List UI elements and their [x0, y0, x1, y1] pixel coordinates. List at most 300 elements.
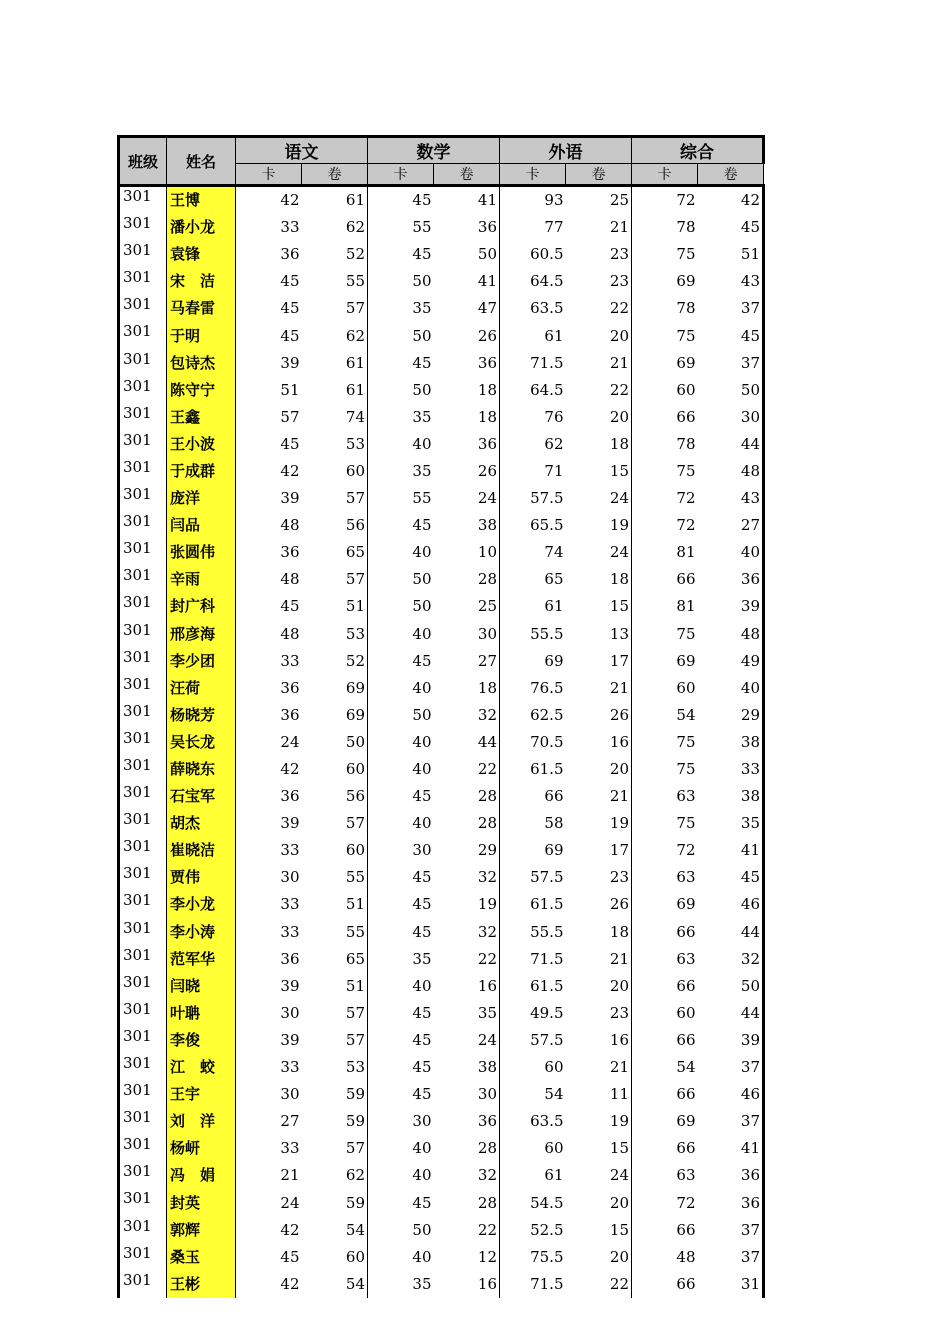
foreign-card-cell: 71.5 — [530, 1274, 564, 1293]
foreign-paper-cell: 16 — [566, 1027, 632, 1054]
math-card-cell: 35 — [412, 1274, 432, 1293]
table-row — [119, 1054, 764, 1081]
math-card-cell: 45 — [412, 1058, 432, 1077]
subject-header-math: 数学 — [368, 137, 500, 164]
table-row — [119, 973, 764, 1000]
comprehensive-card-cell: 63 — [676, 868, 696, 887]
table-row — [119, 1135, 764, 1162]
chinese-paper-cell: 57 — [302, 295, 368, 322]
chinese-card-cell: 36 — [280, 787, 300, 806]
foreign-paper-cell: 22 — [566, 295, 632, 322]
foreign-card-cell: 57.5 — [530, 868, 564, 887]
comprehensive-card-cell: 69 — [676, 353, 696, 372]
chinese-card-cell: 39 — [280, 814, 300, 833]
chinese-card-cell: 27 — [280, 1112, 300, 1131]
comprehensive-card-cell: 69 — [676, 1112, 696, 1131]
math-paper-cell: 24 — [434, 485, 500, 512]
math-card-cell: 45 — [412, 922, 432, 941]
comprehensive-card-cell: 72 — [676, 516, 696, 535]
comprehensive-paper-cell: 36 — [698, 566, 764, 593]
foreign-paper-cell: 23 — [566, 864, 632, 891]
math-paper-cell: 12 — [434, 1244, 500, 1271]
math-paper-cell: 50 — [434, 241, 500, 268]
math-paper-cell: 22 — [434, 756, 500, 783]
comprehensive-card-cell: 75 — [676, 814, 696, 833]
comprehensive-paper-cell: 29 — [698, 702, 764, 729]
name-cell: 崔晓洁 — [167, 837, 236, 864]
comprehensive-card-cell: 78 — [676, 299, 696, 318]
chinese-paper-cell: 56 — [302, 783, 368, 810]
table-row — [119, 810, 764, 837]
table-row — [119, 593, 764, 620]
sub-header-paper: 卷 — [698, 164, 764, 186]
class-cell: 301 — [119, 268, 167, 295]
comprehensive-paper-cell: 37 — [698, 350, 764, 377]
foreign-card-cell: 71 — [544, 461, 564, 480]
foreign-paper-cell: 17 — [566, 648, 632, 675]
foreign-paper-cell: 23 — [566, 241, 632, 268]
chinese-card-cell: 33 — [280, 651, 300, 670]
chinese-paper-cell: 55 — [302, 268, 368, 295]
name-cell: 杨岍 — [167, 1135, 236, 1162]
comprehensive-paper-cell: 45 — [698, 322, 764, 349]
table-row — [119, 1271, 764, 1298]
math-card-cell: 45 — [412, 1030, 432, 1049]
class-cell: 301 — [119, 377, 167, 404]
comprehensive-paper-cell: 30 — [698, 404, 764, 431]
chinese-card-cell: 36 — [280, 705, 300, 724]
class-cell: 301 — [119, 783, 167, 810]
sub-header-card: 卡 — [500, 164, 566, 186]
math-card-cell: 30 — [412, 841, 432, 860]
chinese-card-cell: 48 — [280, 570, 300, 589]
chinese-paper-cell: 62 — [302, 322, 368, 349]
math-card-cell: 40 — [412, 1166, 432, 1185]
math-card-cell: 40 — [412, 760, 432, 779]
math-paper-cell: 28 — [434, 1135, 500, 1162]
math-paper-cell: 16 — [434, 973, 500, 1000]
comprehensive-paper-cell: 44 — [698, 1000, 764, 1027]
math-card-cell: 45 — [412, 191, 432, 210]
foreign-card-cell: 61.5 — [530, 976, 564, 995]
comprehensive-card-cell: 60 — [676, 1003, 696, 1022]
comprehensive-card-cell: 72 — [676, 191, 696, 210]
chinese-card-cell: 51 — [280, 380, 300, 399]
foreign-card-cell: 55.5 — [530, 624, 564, 643]
math-paper-cell: 36 — [434, 214, 500, 241]
class-cell: 301 — [119, 593, 167, 620]
chinese-card-cell: 24 — [280, 732, 300, 751]
chinese-paper-cell: 59 — [302, 1108, 368, 1135]
name-cell: 江 蛟 — [167, 1054, 236, 1081]
math-card-cell: 55 — [412, 489, 432, 508]
chinese-paper-cell: 59 — [302, 1081, 368, 1108]
chinese-paper-cell: 50 — [302, 729, 368, 756]
name-cell: 庞洋 — [167, 485, 236, 512]
subject-header-comprehensive: 综合 — [632, 137, 764, 164]
class-cell: 301 — [119, 756, 167, 783]
name-cell: 袁锋 — [167, 241, 236, 268]
math-card-cell: 45 — [412, 1085, 432, 1104]
table-row — [119, 404, 764, 431]
math-card-cell: 35 — [412, 461, 432, 480]
chinese-card-cell: 39 — [280, 489, 300, 508]
chinese-paper-cell: 65 — [302, 946, 368, 973]
math-paper-cell: 41 — [434, 268, 500, 295]
comprehensive-card-cell: 81 — [676, 597, 696, 616]
name-cell: 闫晓 — [167, 973, 236, 1000]
math-paper-cell: 27 — [434, 648, 500, 675]
class-cell: 301 — [119, 1162, 167, 1189]
chinese-paper-cell: 51 — [302, 973, 368, 1000]
foreign-paper-cell: 26 — [566, 891, 632, 918]
comprehensive-card-cell: 63 — [676, 787, 696, 806]
name-cell: 包诗杰 — [167, 350, 236, 377]
comprehensive-paper-cell: 31 — [698, 1271, 764, 1298]
math-card-cell: 40 — [412, 814, 432, 833]
chinese-paper-cell: 55 — [302, 919, 368, 946]
math-card-cell: 45 — [412, 1193, 432, 1212]
foreign-paper-cell: 20 — [566, 1244, 632, 1271]
chinese-card-cell: 45 — [280, 272, 300, 291]
math-paper-cell: 29 — [434, 837, 500, 864]
math-card-cell: 50 — [412, 326, 432, 345]
class-cell: 301 — [119, 485, 167, 512]
class-cell: 301 — [119, 1271, 167, 1298]
chinese-paper-cell: 61 — [302, 377, 368, 404]
name-cell: 李小龙 — [167, 891, 236, 918]
math-card-cell: 45 — [412, 516, 432, 535]
foreign-card-cell: 71.5 — [530, 949, 564, 968]
comprehensive-card-cell: 69 — [676, 651, 696, 670]
foreign-paper-cell: 16 — [566, 729, 632, 756]
foreign-paper-cell: 22 — [566, 377, 632, 404]
math-paper-cell: 24 — [434, 1027, 500, 1054]
class-cell: 301 — [119, 621, 167, 648]
comprehensive-paper-cell: 46 — [698, 1081, 764, 1108]
comprehensive-card-cell: 69 — [676, 272, 696, 291]
comprehensive-card-cell: 81 — [676, 543, 696, 562]
foreign-card-cell: 60 — [544, 1139, 564, 1158]
math-paper-cell: 32 — [434, 919, 500, 946]
table-row — [119, 1217, 764, 1244]
math-paper-cell: 36 — [434, 1108, 500, 1135]
math-card-cell: 40 — [412, 543, 432, 562]
chinese-paper-cell: 57 — [302, 1027, 368, 1054]
math-paper-cell: 32 — [434, 864, 500, 891]
chinese-card-cell: 42 — [280, 191, 300, 210]
chinese-card-cell: 30 — [280, 1003, 300, 1022]
foreign-card-cell: 64.5 — [530, 272, 564, 291]
class-cell: 301 — [119, 458, 167, 485]
comprehensive-paper-cell: 38 — [698, 783, 764, 810]
chinese-card-cell: 36 — [280, 678, 300, 697]
comprehensive-card-cell: 72 — [676, 841, 696, 860]
chinese-paper-cell: 55 — [302, 864, 368, 891]
class-cell: 301 — [119, 1108, 167, 1135]
foreign-paper-cell: 23 — [566, 268, 632, 295]
chinese-card-cell: 33 — [280, 895, 300, 914]
comprehensive-paper-cell: 32 — [698, 946, 764, 973]
class-header: 班级 — [119, 137, 167, 186]
table-row — [119, 1244, 764, 1271]
foreign-card-cell: 65 — [544, 570, 564, 589]
math-card-cell: 35 — [412, 299, 432, 318]
comprehensive-card-cell: 63 — [676, 949, 696, 968]
chinese-paper-cell: 53 — [302, 621, 368, 648]
table-row — [119, 946, 764, 973]
comprehensive-paper-cell: 49 — [698, 648, 764, 675]
comprehensive-paper-cell: 50 — [698, 377, 764, 404]
class-cell: 301 — [119, 1244, 167, 1271]
foreign-card-cell: 69 — [544, 651, 564, 670]
chinese-card-cell: 36 — [280, 949, 300, 968]
class-cell: 301 — [119, 350, 167, 377]
table-row — [119, 702, 764, 729]
chinese-card-cell: 33 — [280, 1139, 300, 1158]
class-cell: 301 — [119, 702, 167, 729]
math-paper-cell: 28 — [434, 566, 500, 593]
chinese-paper-cell: 74 — [302, 404, 368, 431]
foreign-card-cell: 54.5 — [530, 1193, 564, 1212]
comprehensive-paper-cell: 33 — [698, 756, 764, 783]
foreign-card-cell: 61 — [544, 1166, 564, 1185]
class-cell: 301 — [119, 1217, 167, 1244]
math-paper-cell: 36 — [434, 431, 500, 458]
foreign-paper-cell: 24 — [566, 485, 632, 512]
chinese-paper-cell: 52 — [302, 648, 368, 675]
comprehensive-paper-cell: 37 — [698, 295, 764, 322]
comprehensive-card-cell: 78 — [676, 434, 696, 453]
comprehensive-card-cell: 60 — [676, 380, 696, 399]
name-cell: 于明 — [167, 322, 236, 349]
name-cell: 汪荷 — [167, 675, 236, 702]
name-cell: 辛雨 — [167, 566, 236, 593]
name-cell: 范军华 — [167, 946, 236, 973]
foreign-card-cell: 52.5 — [530, 1220, 564, 1239]
comprehensive-card-cell: 66 — [676, 922, 696, 941]
class-cell: 301 — [119, 648, 167, 675]
class-cell: 301 — [119, 241, 167, 268]
math-card-cell: 45 — [412, 868, 432, 887]
foreign-card-cell: 55.5 — [530, 922, 564, 941]
score-table — [117, 135, 765, 1298]
chinese-card-cell: 48 — [280, 516, 300, 535]
foreign-paper-cell: 19 — [566, 810, 632, 837]
table-row — [119, 512, 764, 539]
chinese-card-cell: 42 — [280, 1274, 300, 1293]
comprehensive-paper-cell: 39 — [698, 593, 764, 620]
foreign-card-cell: 63.5 — [530, 299, 564, 318]
foreign-card-cell: 93 — [544, 191, 564, 210]
comprehensive-card-cell: 66 — [676, 976, 696, 995]
math-card-cell: 45 — [412, 651, 432, 670]
chinese-paper-cell: 69 — [302, 675, 368, 702]
class-cell: 301 — [119, 404, 167, 431]
sub-header-paper: 卷 — [434, 164, 500, 186]
chinese-paper-cell: 51 — [302, 593, 368, 620]
name-cell: 封广科 — [167, 593, 236, 620]
foreign-card-cell: 60 — [544, 1058, 564, 1077]
foreign-card-cell: 69 — [544, 841, 564, 860]
math-paper-cell: 25 — [434, 593, 500, 620]
math-paper-cell: 28 — [434, 783, 500, 810]
foreign-paper-cell: 21 — [566, 675, 632, 702]
chinese-card-cell: 33 — [280, 1058, 300, 1077]
name-header: 姓名 — [167, 137, 236, 186]
comprehensive-paper-cell: 48 — [698, 458, 764, 485]
name-cell: 于成群 — [167, 458, 236, 485]
chinese-card-cell: 33 — [280, 922, 300, 941]
math-card-cell: 45 — [412, 895, 432, 914]
comprehensive-card-cell: 66 — [676, 570, 696, 589]
class-cell: 301 — [119, 1054, 167, 1081]
foreign-card-cell: 70.5 — [530, 732, 564, 751]
foreign-paper-cell: 20 — [566, 973, 632, 1000]
comprehensive-card-cell: 66 — [676, 1085, 696, 1104]
chinese-paper-cell: 60 — [302, 756, 368, 783]
chinese-paper-cell: 53 — [302, 1054, 368, 1081]
name-cell: 潘小龙 — [167, 214, 236, 241]
table-row — [119, 1081, 764, 1108]
name-cell: 邢彦海 — [167, 621, 236, 648]
comprehensive-paper-cell: 43 — [698, 268, 764, 295]
chinese-card-cell: 57 — [280, 407, 300, 426]
table-row — [119, 295, 764, 322]
foreign-paper-cell: 15 — [566, 1135, 632, 1162]
comprehensive-paper-cell: 37 — [698, 1108, 764, 1135]
math-paper-cell: 35 — [434, 1000, 500, 1027]
name-cell: 王宇 — [167, 1081, 236, 1108]
math-paper-cell: 36 — [434, 350, 500, 377]
foreign-card-cell: 58 — [544, 814, 564, 833]
foreign-card-cell: 61.5 — [530, 760, 564, 779]
name-cell: 薛晓东 — [167, 756, 236, 783]
sub-header-paper: 卷 — [566, 164, 632, 186]
name-cell: 王小波 — [167, 431, 236, 458]
math-paper-cell: 32 — [434, 1162, 500, 1189]
math-paper-cell: 16 — [434, 1271, 500, 1298]
comprehensive-paper-cell: 44 — [698, 431, 764, 458]
foreign-paper-cell: 21 — [566, 946, 632, 973]
class-cell: 301 — [119, 512, 167, 539]
comprehensive-card-cell: 72 — [676, 1193, 696, 1212]
math-paper-cell: 38 — [434, 512, 500, 539]
chinese-card-cell: 33 — [280, 218, 300, 237]
foreign-card-cell: 62 — [544, 434, 564, 453]
chinese-paper-cell: 60 — [302, 837, 368, 864]
foreign-card-cell: 57.5 — [530, 489, 564, 508]
chinese-paper-cell: 57 — [302, 1000, 368, 1027]
comprehensive-paper-cell: 51 — [698, 241, 764, 268]
name-cell: 张圆伟 — [167, 539, 236, 566]
name-cell: 李俊 — [167, 1027, 236, 1054]
class-cell: 301 — [119, 729, 167, 756]
chinese-card-cell: 33 — [280, 841, 300, 860]
chinese-card-cell: 45 — [280, 434, 300, 453]
foreign-card-cell: 57.5 — [530, 1030, 564, 1049]
chinese-card-cell: 42 — [280, 760, 300, 779]
math-paper-cell: 18 — [434, 377, 500, 404]
chinese-paper-cell: 54 — [302, 1217, 368, 1244]
sub-header-card: 卡 — [632, 164, 698, 186]
foreign-paper-cell: 24 — [566, 1162, 632, 1189]
chinese-paper-cell: 53 — [302, 431, 368, 458]
table-row — [119, 350, 764, 377]
table-row — [119, 756, 764, 783]
chinese-card-cell: 42 — [280, 1220, 300, 1239]
chinese-paper-cell: 57 — [302, 810, 368, 837]
class-cell: 301 — [119, 539, 167, 566]
foreign-card-cell: 64.5 — [530, 380, 564, 399]
math-paper-cell: 44 — [434, 729, 500, 756]
name-cell: 宋 洁 — [167, 268, 236, 295]
foreign-paper-cell: 26 — [566, 702, 632, 729]
comprehensive-card-cell: 75 — [676, 326, 696, 345]
chinese-paper-cell: 62 — [302, 214, 368, 241]
foreign-paper-cell: 22 — [566, 1271, 632, 1298]
comprehensive-card-cell: 63 — [676, 1166, 696, 1185]
math-card-cell: 45 — [412, 1003, 432, 1022]
class-cell: 301 — [119, 1135, 167, 1162]
math-paper-cell: 22 — [434, 1217, 500, 1244]
foreign-paper-cell: 15 — [566, 593, 632, 620]
math-card-cell: 45 — [412, 787, 432, 806]
chinese-paper-cell: 60 — [302, 458, 368, 485]
table-row — [119, 621, 764, 648]
comprehensive-card-cell: 54 — [676, 705, 696, 724]
foreign-card-cell: 49.5 — [530, 1003, 564, 1022]
foreign-card-cell: 62.5 — [530, 705, 564, 724]
math-paper-cell: 10 — [434, 539, 500, 566]
chinese-card-cell: 48 — [280, 624, 300, 643]
table-row — [119, 1162, 764, 1189]
chinese-card-cell: 39 — [280, 353, 300, 372]
table-row — [119, 268, 764, 295]
name-cell: 闫品 — [167, 512, 236, 539]
chinese-paper-cell: 60 — [302, 1244, 368, 1271]
comprehensive-card-cell: 66 — [676, 1220, 696, 1239]
foreign-card-cell: 61.5 — [530, 895, 564, 914]
foreign-card-cell: 74 — [544, 543, 564, 562]
chinese-paper-cell: 57 — [302, 485, 368, 512]
sub-header-paper: 卷 — [302, 164, 368, 186]
table-row — [119, 539, 764, 566]
chinese-paper-cell: 51 — [302, 891, 368, 918]
foreign-paper-cell: 20 — [566, 1189, 632, 1216]
comprehensive-card-cell: 66 — [676, 1030, 696, 1049]
name-cell: 冯 娟 — [167, 1162, 236, 1189]
chinese-card-cell: 39 — [280, 1030, 300, 1049]
name-cell: 叶聃 — [167, 1000, 236, 1027]
comprehensive-paper-cell: 40 — [698, 675, 764, 702]
chinese-card-cell: 45 — [280, 299, 300, 318]
foreign-card-cell: 65.5 — [530, 516, 564, 535]
comprehensive-card-cell: 66 — [676, 1139, 696, 1158]
foreign-paper-cell: 21 — [566, 783, 632, 810]
class-cell: 301 — [119, 837, 167, 864]
class-cell: 301 — [119, 295, 167, 322]
table-row — [119, 864, 764, 891]
chinese-card-cell: 42 — [280, 461, 300, 480]
chinese-card-cell: 30 — [280, 1085, 300, 1104]
name-cell: 陈守宁 — [167, 377, 236, 404]
chinese-paper-cell: 57 — [302, 566, 368, 593]
math-card-cell: 30 — [412, 1112, 432, 1131]
comprehensive-paper-cell: 43 — [698, 485, 764, 512]
class-cell: 301 — [119, 946, 167, 973]
comprehensive-paper-cell: 45 — [698, 864, 764, 891]
